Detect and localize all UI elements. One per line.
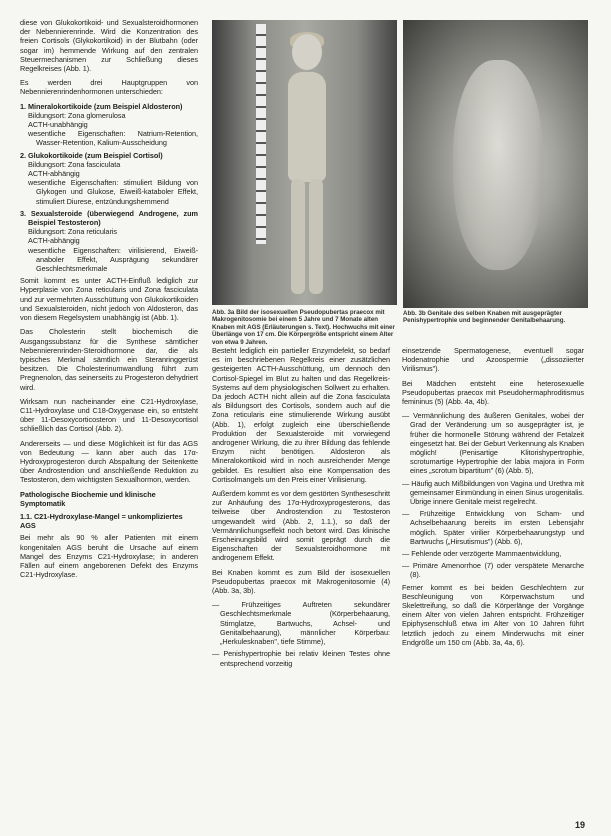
child-figure — [282, 34, 332, 299]
paragraph: Es werden drei Hauptgruppen von Nebennierenrindenhormonen unterschieden: — [20, 78, 198, 97]
paragraph: Ferner kommt es bei beiden Geschlechtern zur Beschleunigung von Körperwachstum und Skelettreifung, so daß die Körperlänge der Vorgänge einem Alter von vielen Jahren entspricht. Frühzeitiger Epiphysenschluß etwa im Alter von 10 Jahren führt letztlich jedoch zu einem Minderwuchs mit einer Endgröße um 150 cm (Abb. 3a, 4a, 6). — [402, 582, 584, 647]
list-detail: Bildungsort: Zona fasciculata — [28, 159, 121, 169]
measuring-ruler — [256, 24, 266, 244]
paragraph: Bei Knaben kommt es zum Bild der isosexuellen Pseudopubertas praecox mit Makrogenitosomie (4) (Abb. 3a, 3b). — [212, 567, 390, 596]
figure-3b-caption: Abb. 3b Genitale des selben Knaben mit ausgeprägter Penishypertrophie und beginnender Genitalbehaarung. — [403, 310, 566, 325]
subsection-heading: 1.1. C21-Hydroxylase-Mangel = unkompliziertes AGS — [20, 511, 183, 531]
list-detail: ACTH-abhängig — [28, 169, 80, 179]
list-item-title: 3. Sexualsteroide (überwiegend Androgene, zum Beispiel Testosteron) — [20, 208, 198, 228]
list-item — [20, 151, 198, 206]
list-item-title: 2. Glukokortikoide (zum Beispiel Cortisol) — [20, 150, 163, 160]
paragraph: Bei Mädchen entsteht eine heterosexuelle Pseudopubertas praecox mit Pseudohermaphroditismus femininus (5) (Abb. 4a, 4b). — [402, 378, 584, 407]
paragraph: diese von Glukokortikoid- und Sexualsteroidhormonen der Nebennierenrinde. Wird die Konzentration des freien Cortisols (Glykokortikoid) in der Blutbahn (oder sogar im) hemmende Wirkung auf den zentralen Steuermechanismen zur Schließung dieses Regelkreises (Abb. 1). — [20, 18, 198, 74]
list-item: — Häufig auch Mißbildungen von Vagina und Urethra mit gemeinsamer Einmündung in einen Sinus urogenitalis. Übrige innere Genitale meist regelrecht. — [402, 478, 584, 507]
list-detail: Bildungsort: Zona reticularis — [28, 227, 117, 237]
close-up-shape — [453, 60, 543, 270]
list-item: — Fehlende oder verzögerte Mammaentwicklung, — [402, 549, 562, 559]
list-item: — Frühzeitige Entwicklung von Scham- und Achselbehaarung bereits im ersten Lebensjahr möglich. Später virilier Körperbehaarungstyp und Bartwuchs („Hirsutismus") (Abb. 6), — [402, 509, 584, 546]
list-detail: Bildungsort: Zona glomerulosa — [28, 110, 126, 120]
list-item: — Penishypertrophie bei relativ kleinen Testes ohne entsprechend vorzeitig — [212, 649, 390, 668]
figure-3a-photo — [212, 20, 397, 305]
list-item — [20, 209, 198, 273]
text-column-right — [402, 346, 584, 652]
paragraph: Außerdem kommt es vor dem gestörten Syntheseschritt zur Anhäufung des 17α-Hydroxyprogesterons, das teilweise über Androstendion zu Testosteron umgewandelt wird (Abb. 2, 1.1.), so daß der Vermännlichungseffekt noch betont wird. Das klinische Erscheinungsbild wird somit geprägt durch die Eigenschaften der Sexualsteroidhormone mit androgenem Effekt. — [212, 489, 390, 563]
list-detail: wesentliche Eigenschaften: stimuliert Bildung von Glykogen und Glukose, Eiweiß-kataboler Effekt, stimuliert Diurese, entzündungshemmend — [28, 178, 198, 206]
list-item-title: 1. Mineralokortikoide (zum Beispiel Aldosteron) — [20, 101, 183, 111]
list-detail: wesentliche Eigenschaften: virilisierend, Eiweiß-anaboler Effekt, Ausprägung sekundärer Geschlechtsmerkmale — [28, 245, 198, 274]
list-detail: ACTH-abhängig — [28, 236, 80, 246]
paragraph: Das Cholesterin stellt biochemisch die Ausgangssubstanz für die Synthese sämtlicher Nebennierenrinden-Steroidhormone dar, die als typisches Merkmal sämtlich ein Steranringgerüst besitzen. Die Cholesterinumwandlung führt zum Pregnenolon, das seinerseits zu Progesteron dehydriert wird. — [20, 327, 198, 392]
list-item: — Vermännlichung des äußeren Genitales, wobei der Grad der Veränderung um so ausgeprägter ist, je früher die hormonelle Störung während der Fetalzeit eingesetzt hat. Bei der Geburt Verkennung als Knaben möglich! (Penisartige Klitorishypertrophie, scrotumartige Hypertrophie der labia majora in Form eines „scrotum bipartitum" (6) (Abb. 5), — [402, 411, 584, 476]
list-detail: ACTH-unabhängig — [28, 120, 88, 130]
paragraph: Besteht lediglich ein partieller Enzymdefekt, so bedarf es im beschriebenen Regelkreis einer zusätzlichen gesteigerten ACTH-Ausschüttung, um dennoch den Cortisol-Spiegel im Blut zu halten und das Regelkreis-Systems auf dem physiologischen Sollwert zu erhalten. Da jedoch ACTH nicht allein auf die Zona fasciculata als Bildungsort des Cortisols, sondern auch auf die Zona reticularis eine stimulierende Wirkung ausübt (Abb. 1), erfolgt zugleich eine überschießende Produktion der Sexualsteroide mit vorwiegend androgener Wirkung, die zu ihrer Bildung das fehlende Enzym nicht benötigen. Aldosteron als Mineralokortikoid wird in noch ausreichender Menge gebildet. Es resultiert also eine Kompensation des Cortisolmangels um den Preis einer Virilisierung. — [212, 346, 390, 484]
list-item — [20, 102, 198, 148]
list-item: — Primäre Amenorrhoe (7) oder verspätete Menarche (8). — [402, 561, 584, 580]
section-heading: Pathologische Biochemie und klinische Symptomatik — [20, 489, 156, 508]
text-column-middle — [212, 346, 390, 671]
page-number: 19 — [575, 820, 586, 830]
list-detail: wesentliche Eigenschaften: Natrium-Retention, Wasser-Retention, Kalium-Ausscheidung — [28, 129, 198, 148]
paragraph: Andererseits — und diese Möglichkeit ist für das AGS von Bedeutung — kann aber auch das 17α-Hydroxyprogesteron durch Abspaltung der Seitenkette über Androstendion und anschließende Reduktion zu Testosteron, dem wichtigsten Sexualhormon, werden. — [20, 438, 198, 485]
paragraph: einsetzende Spermatogenese, eventuell sogar Hodenatrophie und Azoospermie („dissoziierter Virilismus"). — [402, 346, 584, 374]
figure-3a-caption: Abb. 3a Bild der isosexuellen Pseudopubertas praecox mit Makrogenitosomie bei einem 5 Jahre und 7 Monate alten Knaben mit AGS (Erläuterungen s. Text). Hochwuchs mit einer Überlänge von 17 cm. Die Körpergröße entspricht einem Alter von etwa 9 Jahren. — [212, 309, 395, 346]
paragraph: Bei mehr als 90 % aller Patienten mit einem kongenitalen AGS beruht die Ursache auf einem Mangel des Enzyms C21-Hydroxylase; in anderen Fällen auf einem angeborenen Defekt des Enzyms C21-Hydroxylase. — [20, 533, 198, 580]
paragraph: Somit kommt es unter ACTH-Einfluß lediglich zur Hyperplasie von Zona reticularis und Zona fasciculata und zur vermehrten Ausschüttung von Glukokortikoiden und Sexualsteroiden, nicht jedoch von Aldosteron, das von diesem Regelsystem unabhängig ist (Abb. 1). — [20, 276, 198, 323]
list-item: — Frühzeitiges Auftreten sekundärer Geschlechtsmerkmale (Körperbehaarung, Stirnglatze, Bartwuchs, Achsel- und Genitalbehaarung), männlicher Körperbau: „Herkulesknaben", tiefe Stimme), — [212, 600, 390, 647]
paragraph: Wirksam nun nacheinander eine C21-Hydroxylase, C11-Hydroxylase und C18-Oxygenase ein, so entsteht über 11-Desoxycorticosteron und 11-Desoxycortisol schließlich das Cortisol (Abb. 2). — [20, 396, 198, 434]
text-column-left — [20, 18, 198, 584]
figure-3b-photo — [403, 20, 588, 308]
